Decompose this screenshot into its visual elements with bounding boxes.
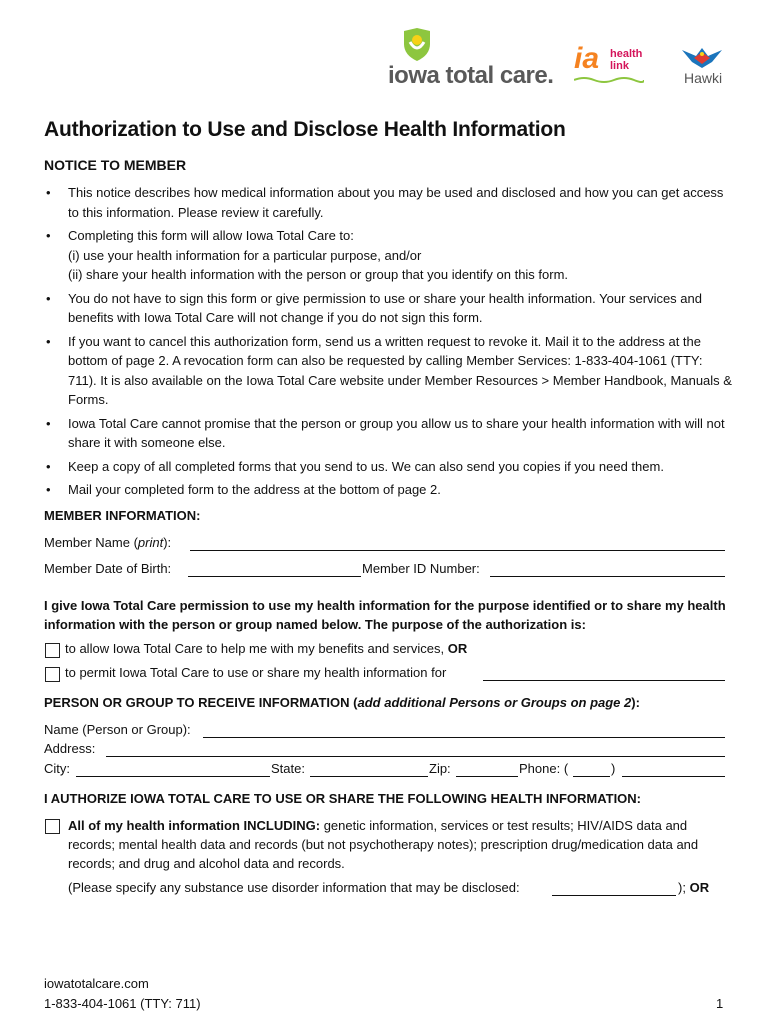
recipient-state-label: State:	[271, 761, 305, 776]
member-dob-label: Member Date of Birth:	[44, 561, 172, 576]
notice-sub-ii: (ii) share your health information with the person or group that you identify on this form.	[68, 267, 569, 282]
iowa-total-care-logo-text: iowa total care.	[388, 62, 554, 89]
recipient-phone-close: )	[611, 761, 616, 776]
notice-heading: NOTICE TO MEMBER	[44, 157, 187, 173]
recipient-heading-italic: add additional Persons or Groups on page 2	[357, 695, 632, 710]
ia-wave-icon	[574, 76, 644, 84]
notice-bullet-7: • Mail your completed form to the address at the bottom of page 2.	[44, 480, 734, 500]
hawki-bird-icon	[682, 46, 722, 70]
purpose-option1-label	[65, 641, 467, 656]
recipient-name-field[interactable]	[203, 723, 725, 738]
member-name-field[interactable]	[190, 536, 725, 551]
recipient-phone-label: Phone: (	[519, 761, 569, 776]
notice-bullet-1: • This notice describes how medical information about you may be used and disclosed and how you can get access to this information. Please review it carefully.	[44, 183, 734, 222]
ia-health-link-logo	[574, 42, 664, 86]
member-name-label-text: Member Name (	[44, 535, 138, 550]
recipient-address-field[interactable]	[106, 742, 725, 757]
ia-logo-letters: ia	[574, 42, 600, 75]
member-name-label	[44, 535, 171, 550]
page-title: Authorization to Use and Disclose Health Information	[44, 118, 566, 141]
notice-bullet-list	[44, 183, 734, 504]
authorize-all-text	[68, 816, 730, 873]
header-logos	[388, 28, 733, 93]
notice-bullet-2-text: Completing this form will allow Iowa Total Care to:	[68, 228, 354, 243]
recipient-phone-field[interactable]	[622, 762, 725, 777]
member-name-label-end: ):	[163, 535, 172, 550]
authorize-heading: I AUTHORIZE IOWA TOTAL CARE TO USE OR SHARE THE FOLLOWING HEALTH INFORMATION:	[44, 791, 642, 806]
hawki-logo-text: Hawki	[684, 70, 723, 86]
member-name-print-text: print	[137, 535, 164, 550]
member-dob-field[interactable]	[188, 562, 361, 577]
link-logo-text: link	[610, 60, 629, 72]
member-id-label: Member ID Number:	[362, 561, 480, 576]
recipient-zip-label: Zip:	[429, 761, 451, 776]
authorize-specify-end-text: );	[678, 880, 686, 895]
recipient-address-label: Address:	[44, 741, 96, 756]
authorize-specify-end	[678, 880, 709, 895]
recipient-city-field[interactable]	[76, 762, 270, 777]
recipient-city-label: City:	[44, 761, 70, 776]
recipient-heading-end: ):	[631, 695, 640, 710]
authorize-all-detail: genetic information, services or test results; HIV/AIDS data and records; mental health data and records (but not psychotherapy notes); prescription drug/medication data and records; and drug and alcohol data and records.	[68, 818, 699, 871]
member-info-heading: MEMBER INFORMATION:	[44, 508, 201, 523]
member-id-field[interactable]	[490, 562, 725, 577]
purpose-option2-checkbox[interactable]	[45, 667, 60, 682]
purpose-option1-or: OR	[447, 641, 468, 656]
page-number: 1	[716, 996, 724, 1011]
authorize-specify-label: (Please specify any substance use disorder information that may be disclosed:	[68, 880, 520, 895]
notice-bullet-3: • You do not have to sign this form or give permission to use or share your health information. Your services and benefits with Iowa Total Care will not change if you do not sign this form.	[44, 289, 734, 328]
recipient-zip-field[interactable]	[456, 762, 518, 777]
purpose-option2-label: to permit Iowa Total Care to use or share my health information for	[65, 665, 447, 680]
authorize-all-bold: All of my health information INCLUDING:	[68, 818, 321, 833]
footer-website: iowatotalcare.com	[44, 976, 149, 991]
notice-bullet-5: • Iowa Total Care cannot promise that the person or group you allow us to share your health information with will not share it with someone else.	[44, 414, 734, 453]
purpose-option1-text: to allow Iowa Total Care to help me with my benefits and services,	[65, 641, 445, 656]
iowa-total-care-shield-icon	[402, 28, 432, 61]
health-logo-text: health	[610, 48, 643, 60]
notice-bullet-4: • If you want to cancel this authorization form, send us a written request to revoke it. Mail it to the address at the bottom of page 2. A revocation form can also be requested by calling Member Services: 1-833-404-1061 (TTY: 711). It is also available on the Iowa Total Care website under Member Resources > Member Handbook, Manuals & Forms.	[44, 332, 734, 410]
recipient-phone-area-field[interactable]	[573, 762, 610, 777]
purpose-option2-field[interactable]	[483, 666, 725, 681]
authorize-specify-field[interactable]	[552, 881, 676, 896]
recipient-heading	[44, 695, 640, 710]
notice-sub-i: (i) use your health information for a particular purpose, and/or	[68, 247, 422, 263]
recipient-heading-text: PERSON OR GROUP TO RECEIVE INFORMATION (	[44, 695, 358, 710]
recipient-name-label: Name (Person or Group):	[44, 722, 191, 737]
recipient-state-field[interactable]	[310, 762, 428, 777]
purpose-intro: I give Iowa Total Care permission to use my health information for the purpose identified or to share my health information with the person or group named below. The purpose of the authorization is:	[44, 598, 726, 632]
notice-bullet-2	[44, 226, 734, 285]
purpose-option1-checkbox[interactable]	[45, 643, 60, 658]
footer-phone: 1-833-404-1061 (TTY: 711)	[44, 996, 201, 1011]
authorize-specify-or: OR	[689, 880, 710, 895]
notice-bullet-6: • Keep a copy of all completed forms that you send to us. We can also send you copies if you need them.	[44, 457, 734, 477]
authorize-all-checkbox[interactable]	[45, 819, 60, 834]
